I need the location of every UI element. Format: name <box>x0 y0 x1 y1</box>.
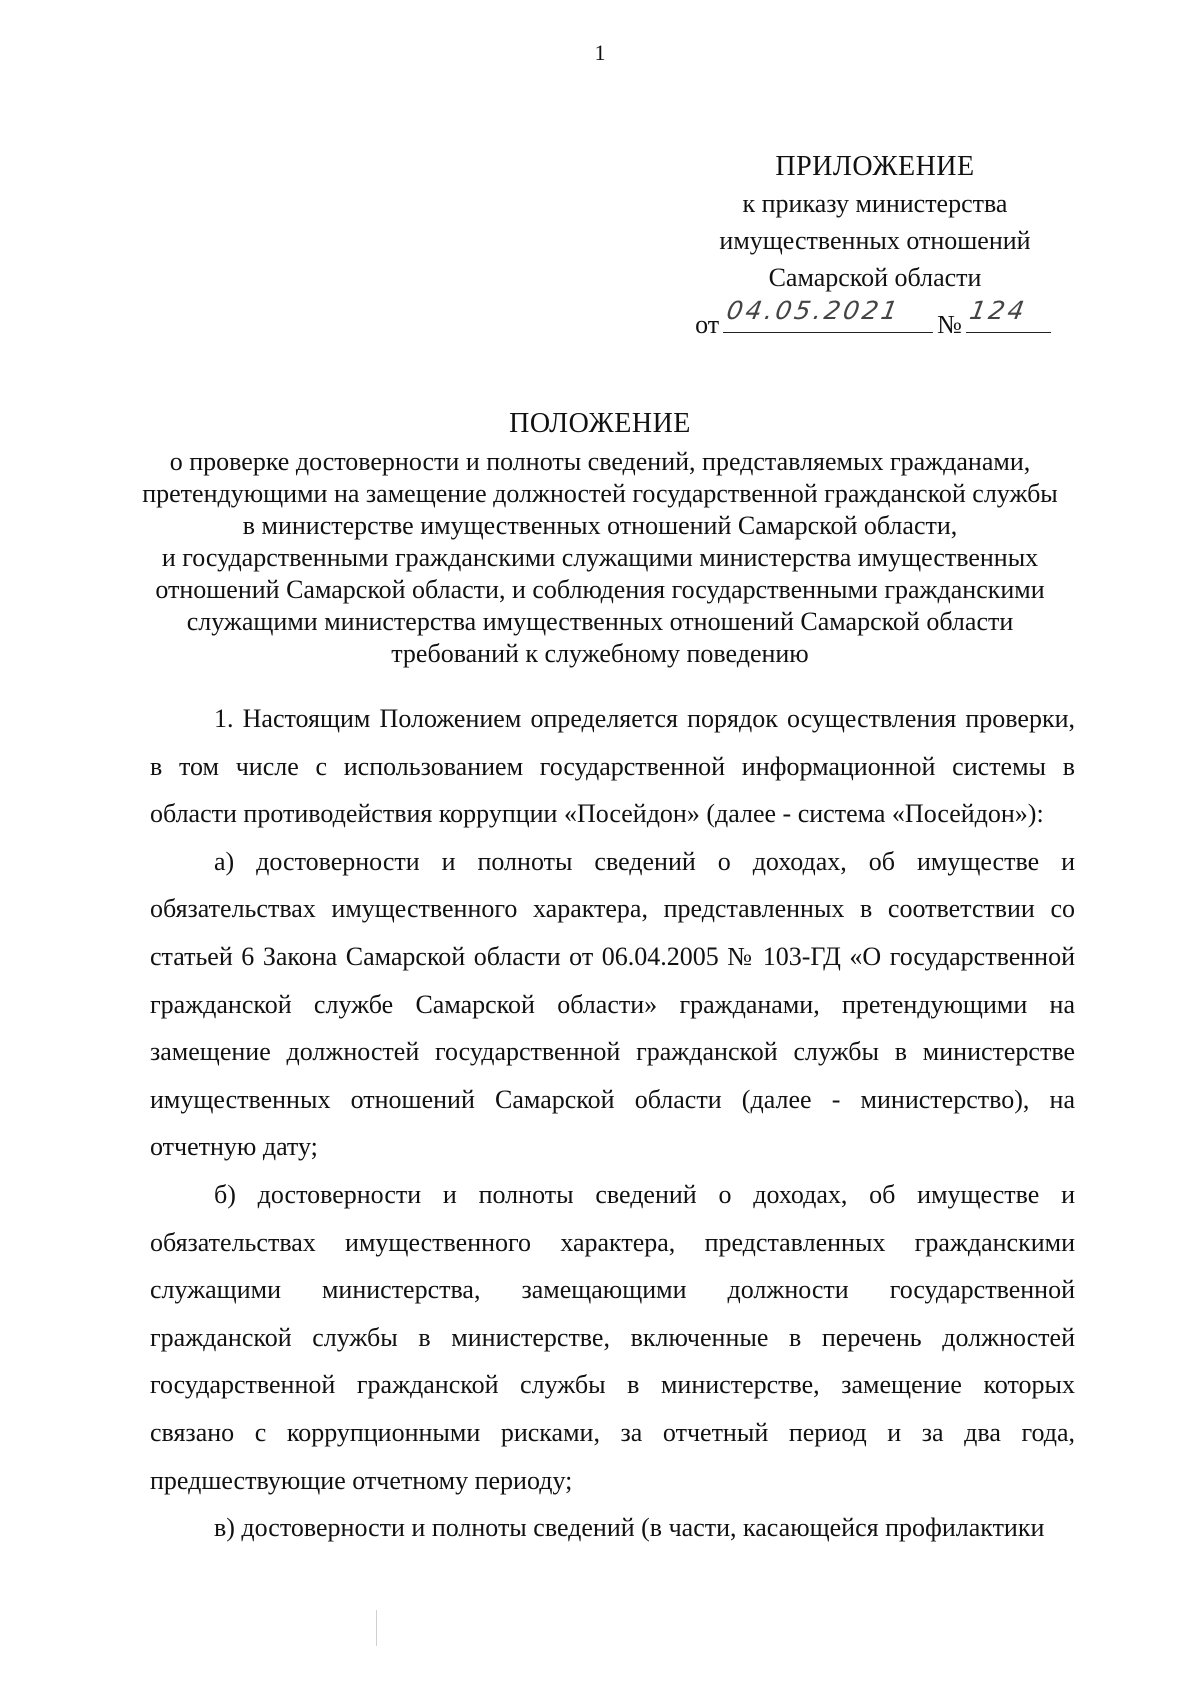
page-number: 1 <box>594 40 606 65</box>
handwritten-date: 04.05.2021 <box>724 296 903 325</box>
appendix-block <box>660 148 1090 343</box>
subtitle-line: требований к служебному поведению <box>391 639 809 668</box>
appendix-title: ПРИЛОЖЕНИЕ <box>775 151 975 182</box>
subtitle-line: служащими министерства имущественных отношений Самарской области <box>186 607 1014 636</box>
order-date-number-line <box>660 298 1090 343</box>
appendix-line-3: Самарской области <box>768 263 982 292</box>
order-date-field <box>723 298 933 333</box>
subtitle-line: претендующими на замещение должностей государственной гражданской службы <box>142 479 1058 508</box>
number-label: № <box>937 310 962 339</box>
document-title-block <box>130 408 1070 670</box>
appendix-line-2: имущественных отношений <box>719 226 1031 255</box>
paragraph-b: б) достоверности и полноты сведений о доходах, об имуществе и обязательствах имущественного характера, представленных гражданскими служащими министерства, замещающими должности государственной гражданской службы в министерстве, включенные в перечень должностей государственной гражданской службы в министерстве, замещение которых связано с коррупционными рисками, за отчетный период и за два года, предшествующие отчетному периоду; <box>150 1179 1075 1495</box>
subtitle-line: о проверке достоверности и полноты сведений, представляемых гражданами, <box>169 447 1031 476</box>
order-number-field <box>966 298 1051 333</box>
document-body <box>150 695 1075 1552</box>
document-title: ПОЛОЖЕНИЕ <box>509 408 691 439</box>
appendix-line-1: к приказу министерства <box>742 189 1008 218</box>
paragraph-v: в) достоверности и полноты сведений (в части, касающейся профилактики <box>214 1513 1045 1543</box>
scan-artifact <box>376 1610 377 1646</box>
paragraph-1: 1. Настоящим Положением определяется порядок осуществления проверки, в том числе с использованием государственной информационной системы в области противодействия коррупции «Посейдон» (далее - система «Посейдон»): <box>150 704 1075 829</box>
subtitle-line: в министерстве имущественных отношений Самарской области, <box>242 511 958 540</box>
paragraph-a: а) достоверности и полноты сведений о доходах, об имуществе и обязательствах имущественного характера, представленных в соответствии со статьей 6 Закона Самарской области от 06.04.2005 № 103-ГД «О государственной гражданской службе Самарской области» гражданами, претендующими на замещение должностей государственной гражданской службы в министерстве имущественных отношений Самарской области (далее - министерство), на отчетную дату; <box>150 846 1075 1162</box>
from-label: от <box>695 310 720 339</box>
subtitle-line: и государственными гражданскими служащими министерства имущественных <box>161 543 1039 572</box>
subtitle-line: отношений Самарской области, и соблюдения государственными гражданскими <box>155 575 1045 604</box>
handwritten-number: 124 <box>967 296 1030 325</box>
